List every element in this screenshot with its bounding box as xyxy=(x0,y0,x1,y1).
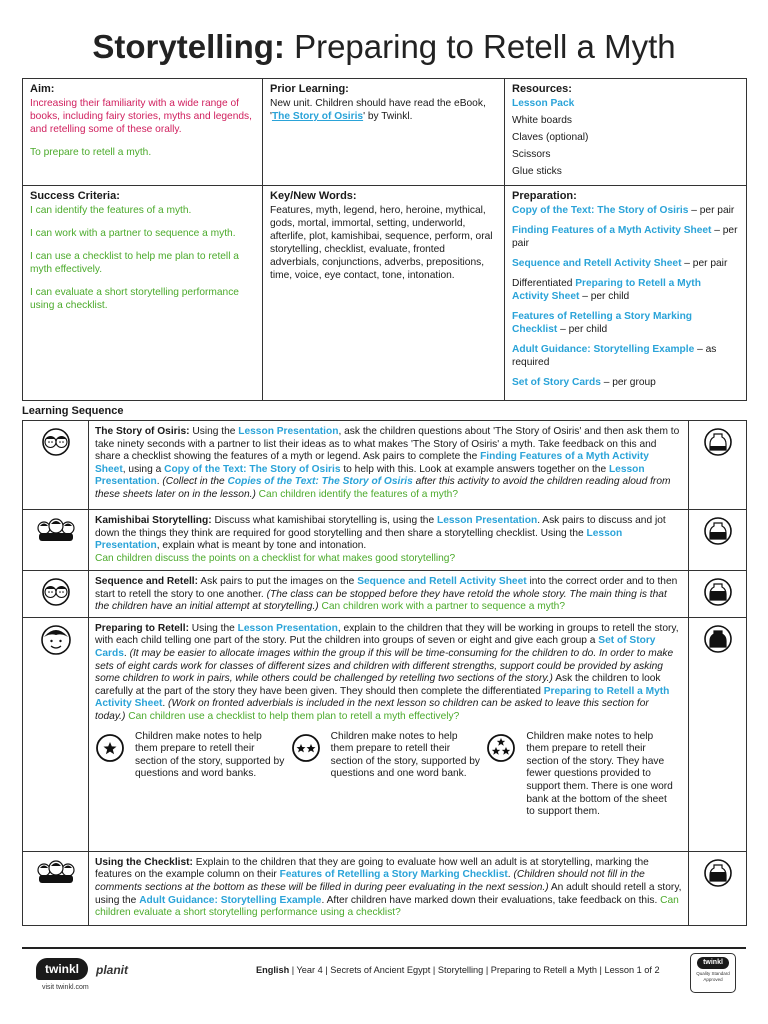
three-star-icon xyxy=(486,733,516,763)
jar-cell xyxy=(689,851,747,925)
jar-icon xyxy=(703,577,733,607)
success-criterion: I can evaluate a short storytelling performance using a checklist. xyxy=(30,287,239,311)
prep-item: Finding Features of a Myth Activity Sheet – per pair xyxy=(512,225,738,249)
jar-icon xyxy=(703,624,733,654)
pair-faces-icon xyxy=(41,577,71,607)
resources-heading: Resources: xyxy=(512,83,572,95)
lesson-presentation-link[interactable]: Lesson Presentation xyxy=(95,527,623,552)
prep-item: Sequence and Retell Activity Sheet – per pair xyxy=(512,258,728,269)
whole-class-badge: Whole Class xyxy=(37,886,74,893)
lesson-presentation-link[interactable]: Lesson Presentation xyxy=(95,463,645,488)
resource-item: Glue sticks xyxy=(512,166,562,177)
resource-item: Scissors xyxy=(512,149,551,160)
sequence-retell-activity: Sequence and Retell: Ask pairs to put the images on the Sequence and Retell Activity Sheet into the correct order and to then start to retell the story to one another. (The class can be stopped before they have retold the whole story. The main thing is that the children have an initial attempt at storytelling.) Can children work with a partner to sequence a myth? xyxy=(89,571,689,618)
prep-link[interactable]: Sequence and Retell Activity Sheet xyxy=(512,258,682,269)
text-copy-link[interactable]: Copy of the Text: The Story of Osiris xyxy=(164,463,341,475)
checklist-activity: Using the Checklist: Explain to the children that they are going to evaluate how well an adult is at storytelling, marking the features on the example column on their Features of Retelling a Story Marking Checklist. (Children should not fill in the comments sections at the bottom as these will be filled in during peer evaluating in the next session.) An adult should retell a story, using the Adult Guidance: Storytelling Example. After children have marked down their evaluations, take feedback on this. Can children evaluate a short storytelling performance using a checklist? xyxy=(89,851,689,925)
learning-sequence-table xyxy=(22,420,747,926)
pair-icon-cell xyxy=(23,571,89,618)
whole-class-icon-cell xyxy=(23,851,89,925)
adult-guidance-link[interactable]: Adult Guidance: Storytelling Example xyxy=(139,894,322,906)
differentiation-text: Children make notes to help them prepare to retell their section of the story. They have fewer questions provided to support them. There is one word bank at the bottom of the sheet to support them. xyxy=(526,730,673,818)
pair-icon-cell xyxy=(23,421,89,510)
prior-learning-heading: Prior Learning: xyxy=(270,83,349,95)
differentiation-level xyxy=(486,731,682,819)
preparation-cell xyxy=(505,186,747,401)
prep-item: Differentiated Preparing to Retell a Myth Activity Sheet – per child xyxy=(512,278,701,302)
lesson-presentation-link[interactable]: Lesson Presentation xyxy=(238,426,339,437)
whole-class-badge: Whole Class xyxy=(37,544,74,551)
prep-item: Copy of the Text: The Story of Osiris – per pair xyxy=(512,205,735,216)
prep-link[interactable]: Features of Retelling a Story Marking Checklist xyxy=(512,311,693,335)
prep-link[interactable]: Finding Features of a Myth Activity Sheet xyxy=(512,225,712,236)
jar-cell xyxy=(689,571,747,618)
lesson-presentation-link[interactable]: Lesson Presentation xyxy=(436,515,538,526)
assessment-question: Can children use a checklist to help them plan to retell a myth effectively? xyxy=(125,710,460,722)
assessment-question: Can children discuss the points on a checklist for what makes good storytelling? xyxy=(95,552,456,564)
prior-learning-cell xyxy=(263,79,505,186)
planit-logo: planit xyxy=(96,963,128,977)
footer-info xyxy=(256,965,660,975)
jar-cell xyxy=(689,421,747,510)
activity-sheet-link[interactable]: Finding Features of a Myth Activity Sheet xyxy=(95,451,649,475)
success-criterion: I can identify the features of a myth. xyxy=(30,205,192,216)
whole-class-icon-cell xyxy=(23,510,89,571)
footer-meta: | Year 4 | Secrets of Ancient Egypt | Storytelling | Preparing to Retell a Myth | Lesson 1 of 2 xyxy=(289,965,660,975)
lesson-plan-table xyxy=(22,78,747,401)
osiris-ebook-link[interactable]: The Story of Osiris xyxy=(271,111,364,122)
single-face-icon xyxy=(40,624,72,656)
differentiation-text: Children make notes to help them prepare to retell their section of the story, supported by questions and one word bank. xyxy=(330,730,480,780)
lesson-pack-link[interactable]: Lesson Pack xyxy=(512,98,575,109)
kamishibai-activity: Kamishibai Storytelling: Discuss what kamishibai storytelling is, using the Lesson Presentation. Ask pairs to discuss and jot down the things they think are required for good storytelling and then share a storytelling checklist. Using the Lesson Presentation, explain what is meant by tone and intonation. Can children discuss the points on a checklist for what makes good storytelling? xyxy=(89,510,689,571)
qs-text: Quality Standard Approved xyxy=(696,971,730,982)
key-words-heading: Key/New Words: xyxy=(270,190,357,202)
assessment-question: Can children evaluate a short storytelling performance using a checklist? xyxy=(95,894,679,919)
success-criteria-cell xyxy=(23,186,263,401)
resource-item: Claves (optional) xyxy=(512,132,589,143)
prior-learning-text-after: ' by Twinkl. xyxy=(363,111,413,122)
prep-item: Features of Retelling a Story Marking Checklist – per child xyxy=(512,311,693,335)
resource-item: White boards xyxy=(512,115,573,126)
visit-link[interactable]: visit twinkl.com xyxy=(42,984,89,991)
learning-sequence-label: Learning Sequence xyxy=(22,405,124,417)
prep-link[interactable]: Adult Guidance: Storytelling Example xyxy=(512,344,695,355)
quality-standard-badge xyxy=(690,953,736,993)
assessment-question: Can children work with a partner to sequence a myth? xyxy=(318,601,566,613)
marking-checklist-link[interactable]: Features of Retelling a Story Marking Checklist xyxy=(279,869,508,881)
aim-cell xyxy=(23,79,263,186)
resources-cell xyxy=(505,79,747,186)
success-criterion: I can use a checklist to help me plan to retell a myth effectively. xyxy=(30,251,239,275)
prep-link[interactable]: Set of Story Cards xyxy=(512,377,601,388)
jar-icon xyxy=(703,427,733,457)
prep-item: Set of Story Cards – per group xyxy=(512,377,656,388)
preparation-heading: Preparation: xyxy=(512,190,577,202)
prior-learning-text: New unit. Children should have read the eBook, ' xyxy=(270,98,486,122)
key-words-cell xyxy=(263,186,505,401)
one-star-icon xyxy=(95,733,125,763)
aim-text: Increasing their familiarity with a wide range of books, including fairy stories, myths and legends, and retelling some of these orally. xyxy=(30,98,252,135)
success-criteria-heading: Success Criteria: xyxy=(30,190,120,202)
success-criterion: I can work with a partner to sequence a myth. xyxy=(30,228,236,239)
individual-icon-cell xyxy=(23,617,89,851)
title-bold: Storytelling: xyxy=(92,28,285,65)
prep-link[interactable]: Preparing to Retell a Myth Activity Sheet xyxy=(512,278,701,302)
prep-link[interactable]: Copy of the Text: The Story of Osiris xyxy=(512,205,689,216)
differentiation-text: Children make notes to help them prepare to retell their section of the story, supported by questions and word banks. xyxy=(135,730,285,780)
osiris-activity: The Story of Osiris: Using the Lesson Presentation, ask the children questions about 'The Story of Osiris' and then ask them to take ninety seconds with a partner to list their ideas as to what makes 'The Story of Osiris' a myth. Take feedback on this and share a checklist showing the features of a myth or legend. Ask pairs to complete the Finding Features of a Myth Activity Sheet, using a Copy of the Text: The Story of Osiris to help with this. Look at example answers together on the Lesson Presentation. (Collect in the Copies of the Text: The Story of Osiris after this activity to avoid the children reading aloud from these sheets later on in the lesson.) Can children identify the features of a myth? xyxy=(89,421,689,510)
differentiation-level xyxy=(95,731,291,819)
pair-faces-icon xyxy=(41,427,71,457)
assessment-question: Can children identify the features of a myth? xyxy=(255,488,459,500)
page-title xyxy=(0,28,768,66)
activity-sheet-link[interactable]: Sequence and Retell Activity Sheet xyxy=(357,576,527,587)
prep-item: Adult Guidance: Storytelling Example – as required xyxy=(512,344,717,368)
page-footer xyxy=(22,947,746,991)
key-words-text: Features, myth, legend, hero, heroine, mythical, gods, mortal, immortal, setting, underworld, afterlife, plot, kamishibai, sequence, perform, oral storytelling, checklist, evaluate, fronted adverbials, conjunctions, adverbs, prepositions, time, voice, eye contact, tone, intonation. xyxy=(270,205,493,281)
two-star-icon xyxy=(291,733,321,763)
jar-cell xyxy=(689,510,747,571)
lesson-presentation-link[interactable]: Lesson Presentation xyxy=(237,622,338,634)
title-rest: Preparing to Retell a Myth xyxy=(284,28,676,65)
story-cards-link[interactable]: Set of Story Cards xyxy=(95,635,656,659)
qs-logo: twinkl xyxy=(697,957,729,969)
text-copies-link[interactable]: Copies of the Text: The Story of Osiris xyxy=(227,476,413,488)
jar-icon xyxy=(703,858,733,888)
jar-cell xyxy=(689,617,747,851)
footer-subject: English xyxy=(256,965,290,975)
differentiation-row xyxy=(95,731,682,819)
preparing-activity: Preparing to Retell: Using the Lesson Presentation, explain to the children that they will be working in groups to retell the story, with each child telling one part of the story. Put the children into groups of seven or eight and give each group a Set of Story Cards. (It may be easier to allocate images within the group if this will be time-consuming for the children to do. In order to make sets of eight cards work for classes of different sizes and children with different strengths, support could be provided by asking some children to work in pairs, while others could be challenged by retelling two sections of the story.) Ask the children to look carefully at the part of the story they have been given. They should then complete the differentiated Preparing to Retell a Myth Activity Sheet. (Work on fronted adverbials is included in the next lesson so children can be asked to leave this section for today.) Can children use a checklist to help them plan to retell a myth effectively? Children make notes to help them prepare to retell their section of the story, supported by questions and word banks. Children make notes to help them prepare to retell their section of the story, supported by questions and one word bank. Children make notes to help them prepare to retell their section of the story. They have fewer questions provided to support them. There is one word bank at the bottom of the sheet to support them. xyxy=(89,617,689,851)
differentiation-level xyxy=(291,731,487,819)
twinkl-logo: twinkl xyxy=(36,958,88,980)
aim-heading: Aim: xyxy=(30,83,55,95)
activity-sheet-link[interactable]: Preparing to Retell a Myth Activity Sheet xyxy=(95,685,670,710)
jar-icon xyxy=(703,516,733,546)
aim-objective: To prepare to retell a myth. xyxy=(30,147,152,158)
